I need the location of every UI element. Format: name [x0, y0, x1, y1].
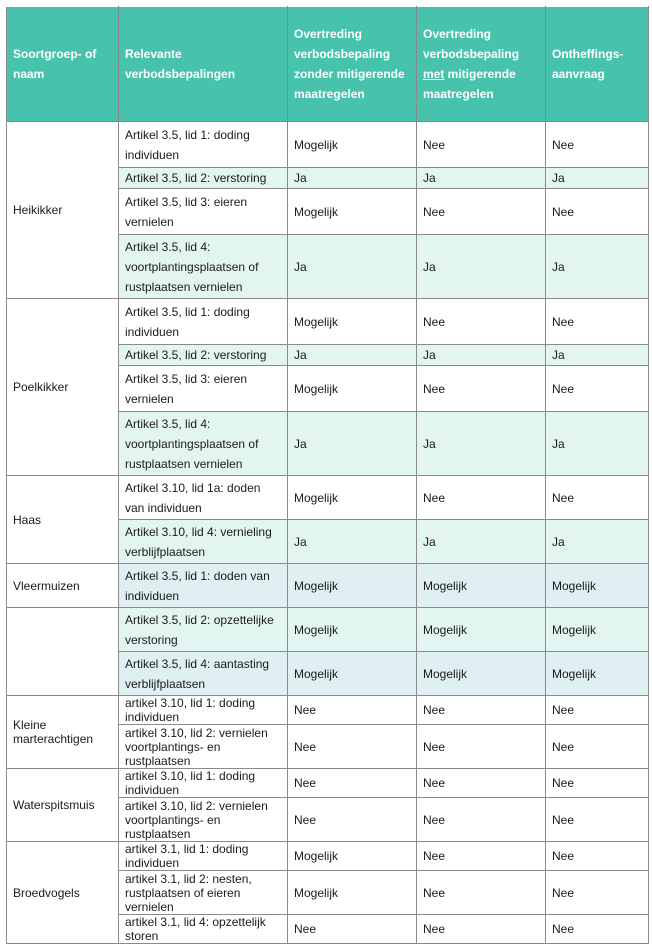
table-row — [7, 564, 649, 608]
with-mitigation-cell: Ja — [417, 235, 546, 299]
table-row — [7, 299, 649, 345]
without-mitigation-cell: Nee — [288, 725, 417, 769]
with-mitigation-cell: Nee — [417, 299, 546, 345]
with-mitigation-cell: Mogelijk — [417, 564, 546, 608]
header-with-mitigation: Overtreding verbodsbepaling met mitigerende maatregelen — [417, 7, 546, 122]
without-mitigation-cell: Nee — [288, 915, 417, 944]
provision-cell: artikel 3.10, lid 2: vernielen voortplantings- en rustplaatsen — [119, 725, 288, 769]
without-mitigation-cell: Nee — [288, 769, 417, 798]
provision-cell: Artikel 3.10, lid 4: vernieling verblijfplaatsen — [119, 520, 288, 564]
species-group-cell: Broedvogels — [7, 842, 119, 944]
provision-cell: artikel 3.10, lid 2: vernielen voortplantings- en rustplaatsen — [119, 798, 288, 842]
without-mitigation-cell: Mogelijk — [288, 608, 417, 652]
provision-cell: artikel 3.1, lid 2: nesten, rustplaatsen of eieren vernielen — [119, 871, 288, 915]
exemption-cell: Mogelijk — [546, 652, 649, 696]
table-row — [7, 476, 649, 520]
exemption-cell: Nee — [546, 189, 649, 235]
with-mitigation-cell: Ja — [417, 345, 546, 366]
exemption-cell: Nee — [546, 871, 649, 915]
without-mitigation-cell: Mogelijk — [288, 564, 417, 608]
exemption-cell: Ja — [546, 412, 649, 476]
with-mitigation-cell: Ja — [417, 520, 546, 564]
header-without-mitigation: Overtreding verbodsbepaling zonder mitigerende maatregelen — [288, 7, 417, 122]
provision-cell: Artikel 3.5, lid 1: doden van individuen — [119, 564, 288, 608]
exemption-cell: Ja — [546, 235, 649, 299]
exemption-cell: Nee — [546, 769, 649, 798]
species-group-cell: Waterspitsmuis — [7, 769, 119, 842]
without-mitigation-cell: Ja — [288, 520, 417, 564]
with-mitigation-cell: Nee — [417, 696, 546, 725]
header-species: Soortgroep- of naam — [7, 7, 119, 122]
without-mitigation-cell: Nee — [288, 798, 417, 842]
without-mitigation-cell: Mogelijk — [288, 652, 417, 696]
provision-cell: Artikel 3.5, lid 4: voortplantingsplaatsen of rustplaatsen vernielen — [119, 235, 288, 299]
without-mitigation-cell: Mogelijk — [288, 189, 417, 235]
species-group-cell: Haas — [7, 476, 119, 564]
table-row — [7, 696, 649, 725]
provision-cell: artikel 3.10, lid 1: doding individuen — [119, 696, 288, 725]
species-table — [6, 6, 649, 944]
exemption-cell: Nee — [546, 122, 649, 168]
with-mitigation-cell: Mogelijk — [417, 608, 546, 652]
exemption-cell: Ja — [546, 520, 649, 564]
with-mitigation-cell: Nee — [417, 366, 546, 412]
without-mitigation-cell: Mogelijk — [288, 366, 417, 412]
provision-cell: artikel 3.1, lid 1: doding individuen — [119, 842, 288, 871]
table-row — [7, 122, 649, 168]
provision-cell: Artikel 3.5, lid 2: opzettelijke verstoring — [119, 608, 288, 652]
without-mitigation-cell: Mogelijk — [288, 299, 417, 345]
exemption-cell: Ja — [546, 345, 649, 366]
exemption-cell: Nee — [546, 696, 649, 725]
provision-cell: Artikel 3.5, lid 3: eieren vernielen — [119, 366, 288, 412]
provision-cell: artikel 3.1, lid 4: opzettelijk storen — [119, 915, 288, 944]
with-mitigation-cell: Nee — [417, 915, 546, 944]
exemption-cell: Nee — [546, 366, 649, 412]
provision-cell: Artikel 3.5, lid 3: eieren vernielen — [119, 189, 288, 235]
with-mitigation-cell: Nee — [417, 842, 546, 871]
provision-cell: Artikel 3.5, lid 2: verstoring — [119, 345, 288, 366]
species-group-cell: Heikikker — [7, 122, 119, 299]
exemption-cell: Nee — [546, 476, 649, 520]
species-group-cell: Poelkikker — [7, 299, 119, 476]
exemption-cell: Nee — [546, 299, 649, 345]
provision-cell: Artikel 3.5, lid 4: aantasting verblijfplaatsen — [119, 652, 288, 696]
with-mitigation-cell: Nee — [417, 189, 546, 235]
without-mitigation-cell: Mogelijk — [288, 871, 417, 915]
table-row — [7, 842, 649, 871]
with-mitigation-cell: Mogelijk — [417, 652, 546, 696]
exemption-cell: Nee — [546, 915, 649, 944]
exemption-cell: Ja — [546, 168, 649, 189]
without-mitigation-cell: Nee — [288, 696, 417, 725]
exemption-cell: Nee — [546, 798, 649, 842]
with-mitigation-cell: Nee — [417, 122, 546, 168]
table-body — [7, 122, 649, 944]
provision-cell: Artikel 3.5, lid 4: voortplantingsplaatsen of rustplaatsen vernielen — [119, 412, 288, 476]
species-group-cell — [7, 608, 119, 696]
header-met-underline: met — [423, 67, 445, 81]
provision-cell: Artikel 3.5, lid 1: doding individuen — [119, 122, 288, 168]
species-group-cell: Kleine marterachtigen — [7, 696, 119, 769]
exemption-cell: Nee — [546, 842, 649, 871]
with-mitigation-cell: Ja — [417, 168, 546, 189]
table-header-row — [7, 7, 649, 122]
with-mitigation-cell: Nee — [417, 476, 546, 520]
table-row — [7, 608, 649, 652]
with-mitigation-cell: Nee — [417, 725, 546, 769]
without-mitigation-cell: Ja — [288, 412, 417, 476]
without-mitigation-cell: Ja — [288, 168, 417, 189]
with-mitigation-cell: Nee — [417, 798, 546, 842]
species-group-cell: Vleermuizen — [7, 564, 119, 608]
provision-cell: Artikel 3.5, lid 2: verstoring — [119, 168, 288, 189]
exemption-cell: Mogelijk — [546, 564, 649, 608]
provision-cell: Artikel 3.5, lid 1: doding individuen — [119, 299, 288, 345]
provision-cell: artikel 3.10, lid 1: doding individuen — [119, 769, 288, 798]
without-mitigation-cell: Mogelijk — [288, 842, 417, 871]
header-provisions: Relevante verbodsbepalingen — [119, 7, 288, 122]
provision-cell: Artikel 3.10, lid 1a: doden van individuen — [119, 476, 288, 520]
without-mitigation-cell: Mogelijk — [288, 476, 417, 520]
exemption-cell: Nee — [546, 725, 649, 769]
without-mitigation-cell: Ja — [288, 345, 417, 366]
with-mitigation-cell: Nee — [417, 871, 546, 915]
without-mitigation-cell: Mogelijk — [288, 122, 417, 168]
with-mitigation-cell: Ja — [417, 412, 546, 476]
without-mitigation-cell: Ja — [288, 235, 417, 299]
with-mitigation-cell: Nee — [417, 769, 546, 798]
header-exemption: Ontheffings-aanvraag — [546, 7, 649, 122]
table-row — [7, 769, 649, 798]
exemption-cell: Mogelijk — [546, 608, 649, 652]
